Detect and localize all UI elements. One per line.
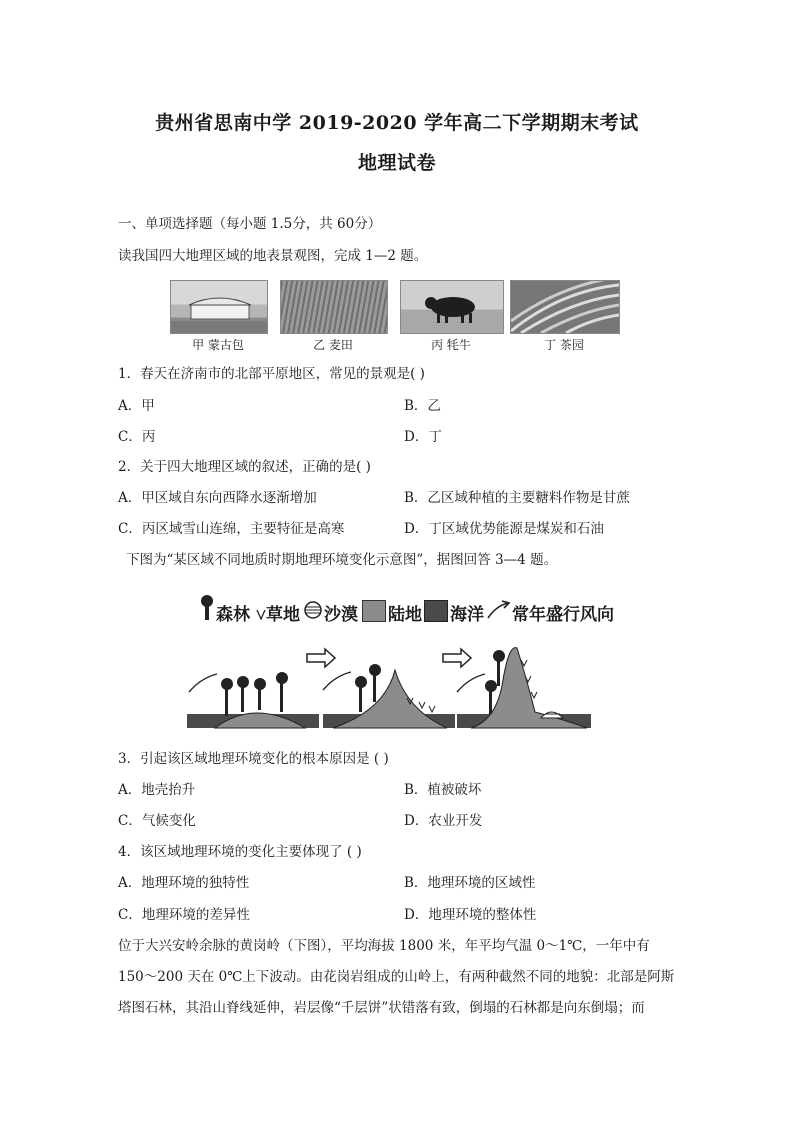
question-1: 1．春天在济南市的北部平原地区，常见的景观是( ) (118, 366, 425, 382)
legend-ocean: 海洋 (450, 605, 484, 625)
option-a: A．甲区域自东向西降水逐渐增加 (118, 490, 317, 506)
wind-arrow (323, 672, 351, 690)
passage-line: 150～200 天在 0℃上下波动。由花岗岩组成的山岭上，有两种截然不同的地貌：北部是阿斯 (118, 969, 675, 985)
option-a: A．地壳抬升 (118, 782, 196, 798)
environment-change-diagram (185, 640, 595, 732)
yurt-photo (170, 280, 268, 334)
option-b: B．地理环境的区域性 (404, 875, 536, 891)
legend-land: 陆地 (388, 605, 422, 625)
section-heading: 一、单项选择题（每小题 1.5分，共 60分） (118, 216, 382, 232)
photo-caption: 丁 茶园 (544, 338, 584, 352)
option-d: D．地理环境的整体性 (404, 907, 537, 923)
question-2: 2．关于四大地理区域的叙述，正确的是( ) (118, 459, 371, 475)
grass-icon (256, 608, 266, 620)
option-d: D．农业开发 (404, 813, 483, 829)
tea-terraces-icon (511, 281, 619, 333)
option-d: D．丁区域优势能源是煤炭和石油 (404, 521, 604, 537)
option-c: C．气候变化 (118, 813, 196, 829)
wheat-field-photo (280, 280, 388, 334)
passage-line: 位于大兴安岭余脉的黄岗岭（下图），平均海拔 1800 米，年平均气温 0～1℃，一年中有 (118, 938, 650, 954)
desert-patch (541, 712, 563, 718)
legend-grass: 草地 (266, 605, 300, 625)
legend-desert: 沙漠 (324, 605, 358, 625)
option-a: A．甲 (118, 398, 155, 414)
option-b: B．乙区域种植的主要糖料作物是甘蔗 (404, 490, 630, 506)
legend-wind: 常年盛行风向 (512, 605, 614, 625)
photo-caption: 乙 麦田 (313, 338, 353, 352)
page-title: 贵州省思南中学 2019-2020 学年高二下学期期末考试 (155, 112, 639, 134)
page-subtitle: 地理试卷 (357, 152, 436, 174)
legend-forest: 森林 (216, 605, 250, 625)
transition-arrow (443, 649, 471, 667)
option-d: D．丁 (404, 429, 442, 445)
question-3: 3．引起该区域地理环境变化的根本原因是 ( ) (118, 751, 389, 767)
wind-arrow-icon (486, 600, 512, 620)
option-c: C．丙 (118, 429, 156, 445)
intro-text: 下图为“某区域不同地质时期地理环境变化示意图”，据图回答 3—4 题。 (126, 552, 558, 568)
land-swatch (362, 600, 386, 622)
tea-terrace-photo (510, 280, 620, 334)
yak-icon (401, 281, 503, 333)
forest-trees (221, 672, 288, 716)
photo-caption: 丙 牦牛 (431, 338, 471, 352)
yak-photo (400, 280, 504, 334)
wind-arrow (189, 674, 217, 692)
intro-text: 读我国四大地理区域的地表景观图，完成 1—2 题。 (118, 248, 428, 264)
photo-caption: 甲 蒙古包 (192, 338, 244, 352)
transition-arrow (307, 649, 335, 667)
question-4: 4．该区域地理环境的变化主要体现了 ( ) (118, 844, 362, 860)
option-c: C．地理环境的差异性 (118, 907, 250, 923)
option-b: B．乙 (404, 398, 441, 414)
option-c: C．丙区域雪山连绵，主要特征是高寒 (118, 521, 345, 537)
option-a: A．地理环境的独特性 (118, 875, 250, 891)
desert-icon (304, 601, 322, 619)
ocean-swatch (424, 600, 448, 622)
option-b: B．植被破坏 (404, 782, 482, 798)
passage-line: 塔图石林，其沿山脊线延伸，岩层像“千层饼”状错落有致，倒塌的石林都是向东倒塌；而 (118, 1000, 645, 1016)
yurt-icon (171, 281, 267, 333)
tree-icon (200, 594, 214, 622)
wind-arrow (457, 674, 485, 692)
